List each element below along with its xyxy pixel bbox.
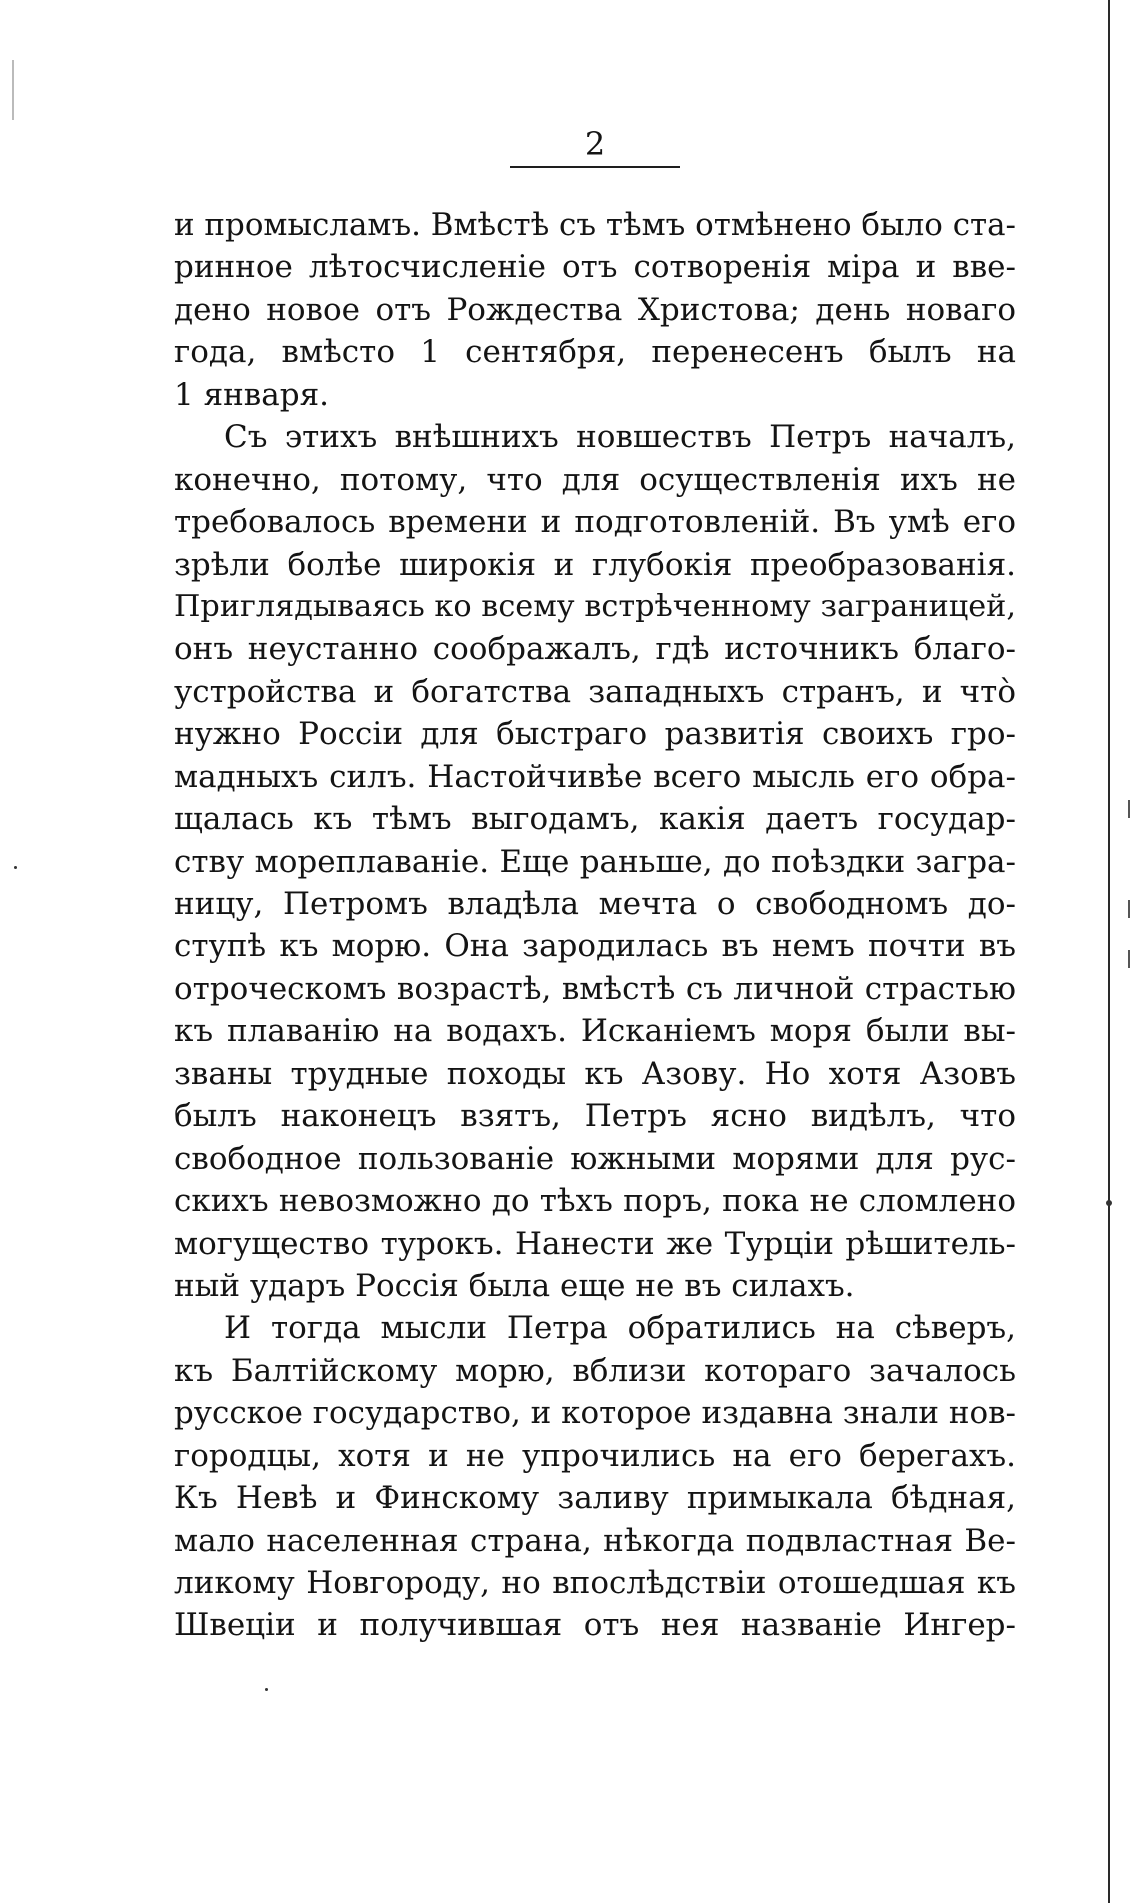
text-line: устройства и богатства западныхъ странъ, и что̀ [174,673,1016,710]
text-line: щалась къ тѣмъ выгодамъ, какія даетъ государ- [174,801,1016,838]
text-line: и промысламъ. Вмѣстѣ съ тѣмъ отмѣнено было ста- [174,207,1016,243]
text-line: ницу, Петромъ владѣла мечта о свободномъ до- [174,886,1016,922]
text-line: Швеціи и получившая отъ нея названіе Ингер- [174,1607,1016,1644]
scan-mark [1128,900,1130,918]
text-line: ный ударъ Россія была еще не въ силахъ. [174,1267,855,1304]
text-line: городцы, хотя и не упрочились на его берегахъ. [174,1437,1016,1474]
page-edge-rule [1108,0,1110,1903]
page-number: 2 [584,125,606,163]
page-number-rule [510,166,680,168]
text-line: скихъ невозможно до тѣхъ поръ, пока не сломлено [174,1183,1016,1220]
text-line: мало населенная страна, нѣкогда подвластная Ве- [174,1522,1016,1559]
text-line: къ плаванію на водахъ. Исканіемъ моря были вы- [174,1013,1016,1050]
text-line: нужно Россіи для быстраго развитія своихъ гро- [174,716,1016,753]
text-line: Къ Невѣ и Финскому заливу примыкала бѣдная, [174,1480,1016,1517]
text-line: требовалось времени и подготовленій. Въ умѣ его [174,504,1016,541]
text-line: Приглядываясь ко всему встрѣченному заграницей, [174,588,1016,624]
scan-speck [1106,1200,1112,1206]
text-line: ликому Новгороду, но впослѣдствіи отошедшая къ [174,1565,1016,1601]
scan-mark [1128,800,1130,818]
text-line: 1 января. [174,376,329,413]
text-line: Съ этихъ внѣшнихъ новшествъ Петръ началъ, [224,419,1016,456]
text-line: ринное лѣтосчисленіе отъ сотворенія міра и вве- [174,249,1016,286]
text-line: онъ неустанно соображалъ, гдѣ источникъ благо- [174,631,1016,668]
text-line: къ Балтійскому морю, вблизи котораго зачалось [174,1352,1016,1389]
text-line: свободное пользованіе южными морями для рус- [174,1140,1016,1177]
text-line: званы трудные походы къ Азову. Но хотя Азовъ [174,1055,1016,1092]
text-line: мадныхъ силъ. Настойчивѣе всего мысль его обра- [174,758,1016,795]
text-line: ступѣ къ морю. Она зародилась въ немъ почти въ [174,928,1016,965]
text-line: зрѣли болѣе широкія и глубокія преобразованія. [174,546,1016,583]
scan-speck [14,866,17,869]
text-line: былъ наконецъ взятъ, Петръ ясно видѣлъ, что [174,1098,1016,1135]
text-line: могущество турокъ. Нанести же Турціи рѣшитель- [174,1225,1016,1262]
text-line: ству мореплаваніе. Еще раньше, до поѣздки загра- [174,843,1016,880]
text-line: отроческомъ возрастѣ, вмѣстѣ съ личной страстью [174,970,1016,1007]
scan-speck [265,1688,268,1691]
scan-mark [12,60,14,120]
text-line: И тогда мысли Петра обратились на сѣверъ, [224,1310,1016,1347]
text-line: года, вмѣсто 1 сентября, перенесенъ былъ на [174,334,1016,371]
text-line: дено новое отъ Рождества Христова; день новаго [174,291,1016,328]
text-line: русское государство, и которое издавна знали нов- [174,1395,1016,1432]
body-text [174,204,1016,1647]
scan-mark [1128,950,1130,968]
text-line: конечно, потому, что для осуществленія ихъ не [174,461,1016,498]
